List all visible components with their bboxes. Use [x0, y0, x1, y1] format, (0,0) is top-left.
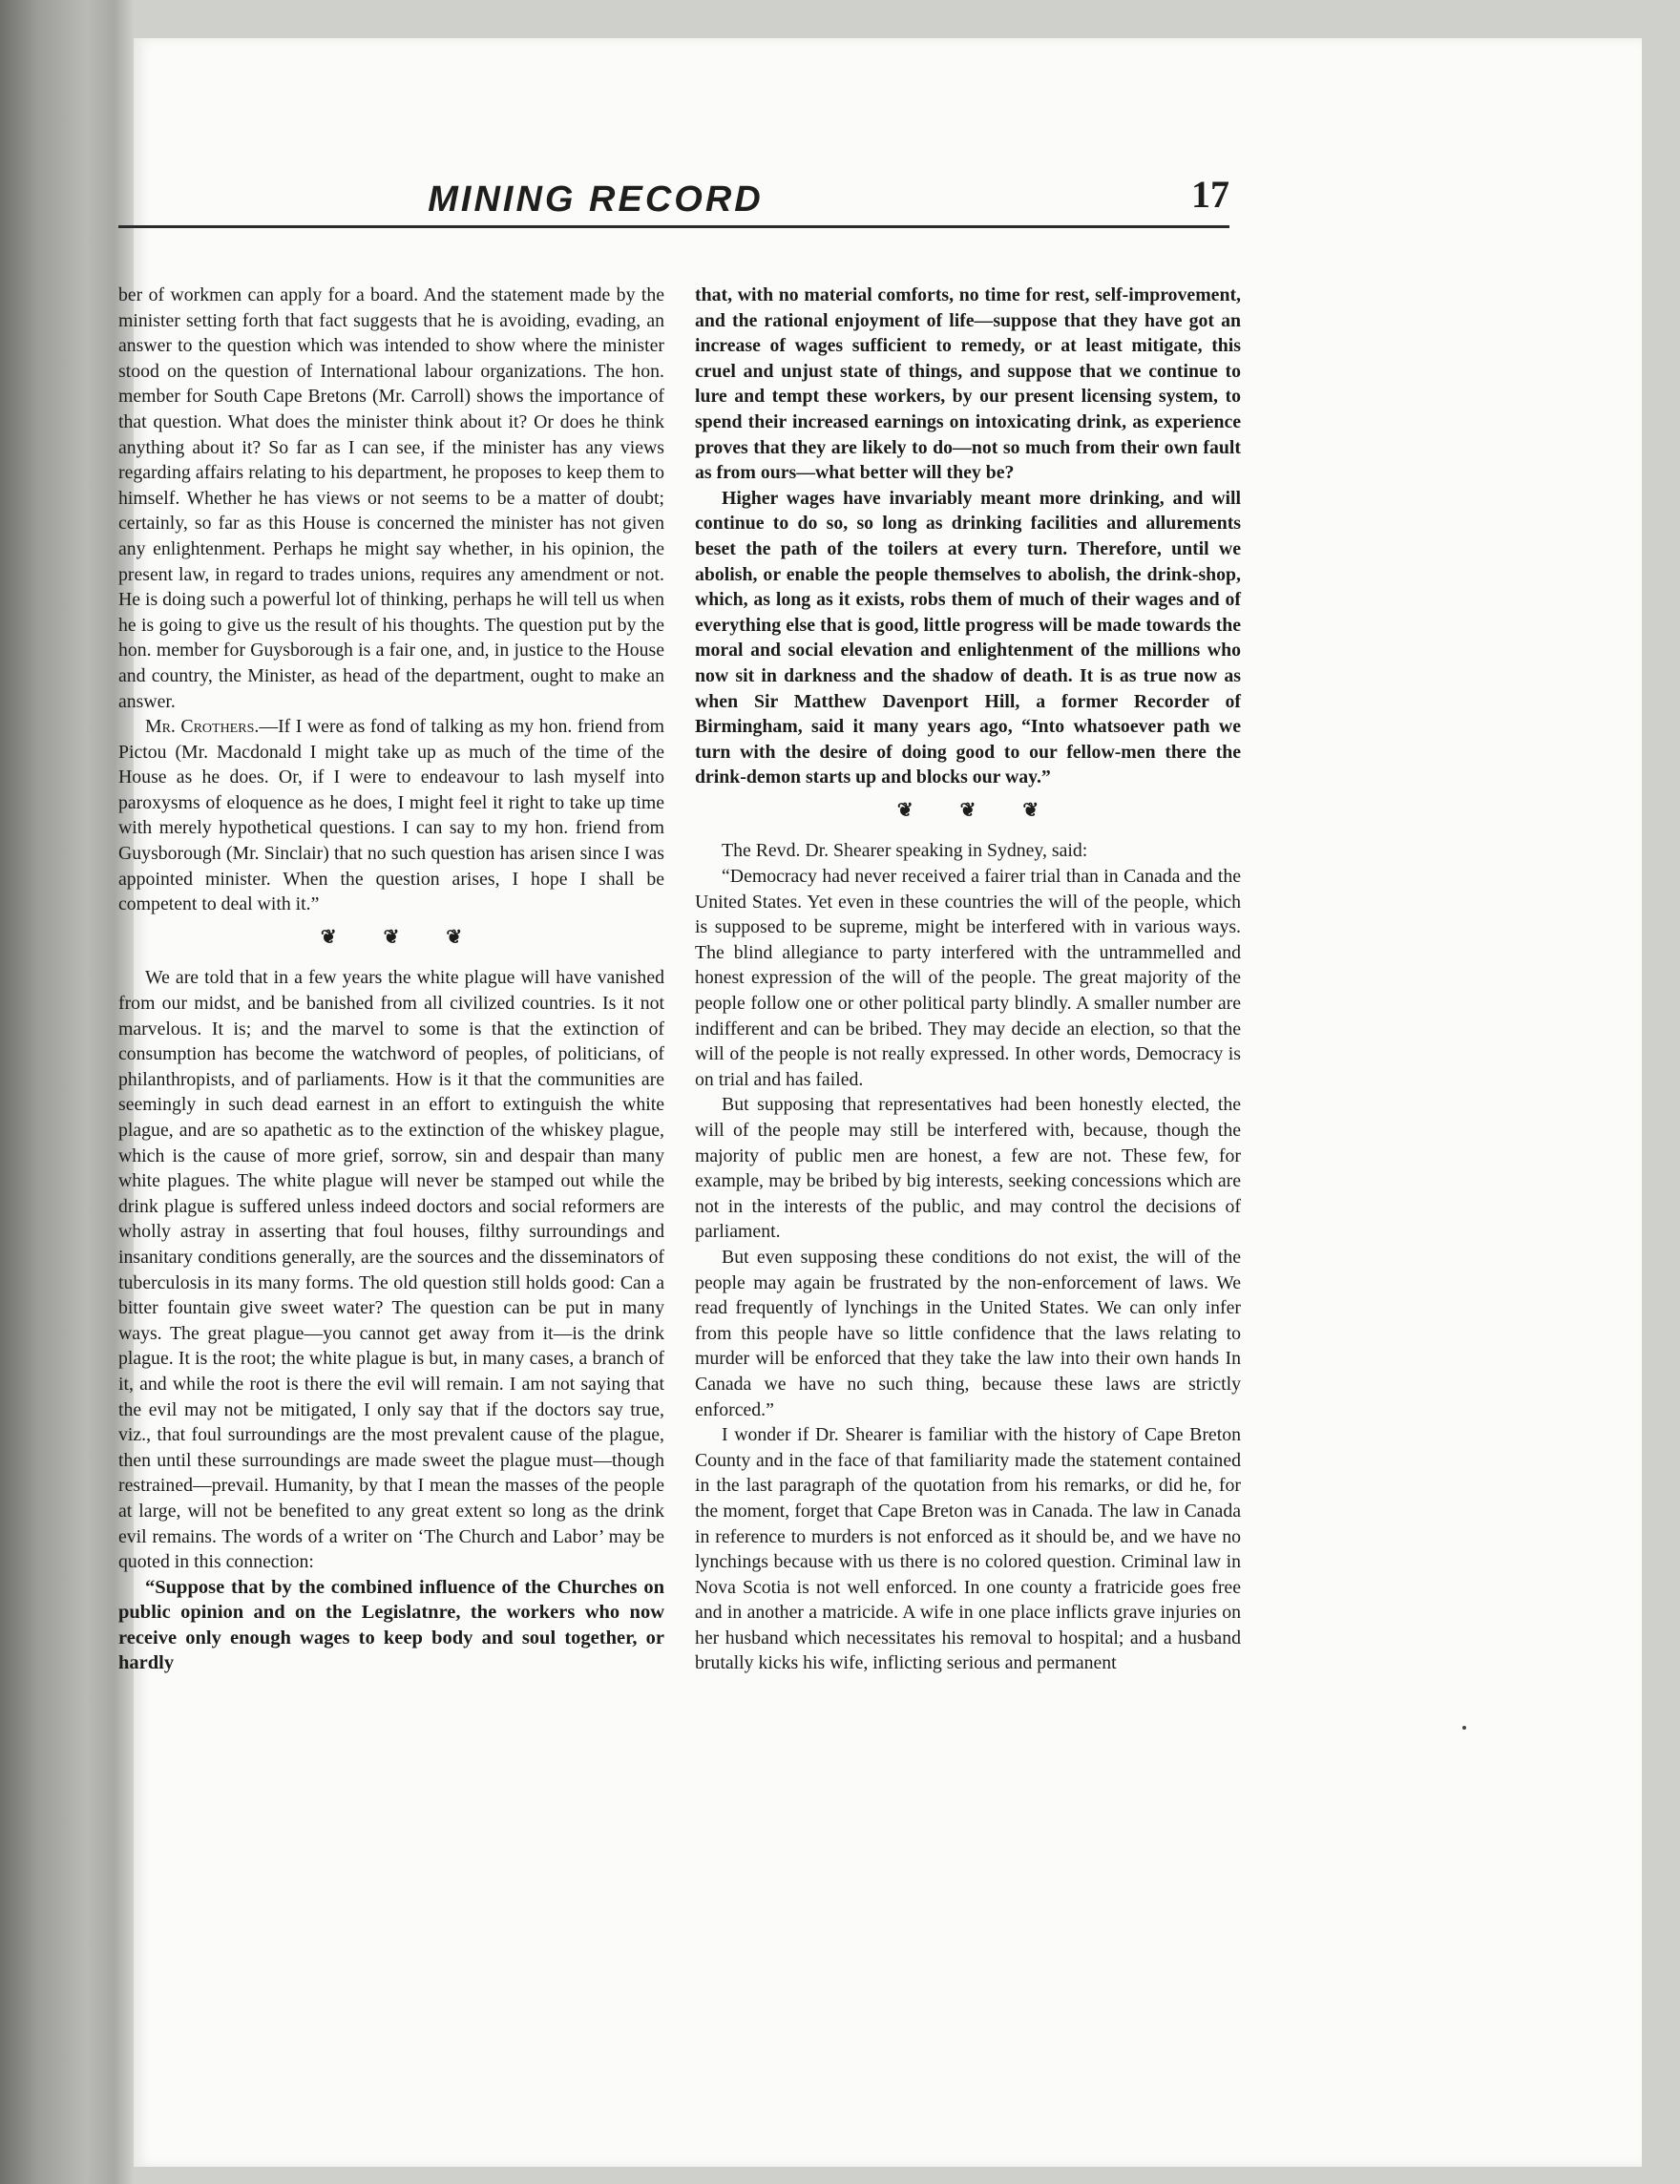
quoted-paragraph: that, with no material comforts, no time for rest, self-improvement, and the rational enjoyment of life—suppose that they have got an increase of wages sufficient to remedy, or at least mitigate, this cruel and unjust state of things, and suppose that we continue to lure and tempt these workers, by our present licensing system, to spend their increased earnings on intoxicating drink, as experience proves that they are likely to do—not so much from their own fault as from ours—what better will they be?	[695, 284, 1241, 484]
page-header	[118, 173, 1229, 265]
speaker-name: Mr. Crothers.	[145, 716, 260, 738]
paragraph	[118, 714, 664, 917]
paragraph: We are told that in a few years the white plague will have vanished from our midst, and be banished from all civilized countries. Is it not marvelous. It is; and the marvel to some is that the extinction of consumption has become the watchword of peoples, of politicians, of philanthropists, and of parliaments. How is it that the communities are seemingly in such dead earnest in an effort to extinguish the white plague, and are so apathetic as to the extinction of the whiskey plague, which is the cause of more grief, sorrow, sin and despair than many white plagues. The white plague will never be stamped out while the drink plague is suffered unless indeed doctors and social reformers are wholly astray in asserting that foul houses, filthy surroundings and insanitary conditions generally, are the sources and the disseminators of tuberculosis in its many forms. The old question still holds good: Can a bitter fountain give sweet water? The question can be put in many ways. The great plague—you cannot get away from it—is the drink plague. It is the root; the white plague is but, in many cases, a branch of it, and while the root is there the evil will remain. I am not saying that the evil may not be mitigated, I only say that if the doctors say true, viz., that foul surroundings are the most prevalent cause of the plague, then until these surroundings are made sweet the plague must—though restrained—prevail. Humanity, by that I mean the masses of the people at large, will not be benefited to any great extent so long as the drink evil remains. The words of a writer on ‘The Church and Labor’ may be quoted in this connection:	[118, 967, 664, 1573]
paragraph: “Democracy had never received a fairer trial than in Canada and the United States. Yet even in these countries the will of the people, which is supposed to be supreme, might be interfered with in various ways. The blind allegiance to party interfered with the untrammelled and honest expression of the will of the people. The great majority of the people follow one or other political party blindly. A smaller number are indifferent and can be bribed. They may decide an election, so that the will of the people is not really expressed. In other words, Democracy is on trial and has failed.	[695, 866, 1241, 1090]
quoted-paragraph: “Suppose that by the combined influence of the Churches on public opinion and on the Legislatnre, the workers who now receive only enough wages to keep body and soul together, or hardly	[118, 1576, 664, 1674]
paragraph: But even supposing these conditions do not exist, the will of the people may again be frustrated by the non-enforcement of laws. We read frequently of lynchings in the United States. We can only infer from this people have so little confidence that the laws relating to murder will be enforced that they take the law into their own hands In Canada we have no such thing, because these laws are strictly enforced.”	[695, 1246, 1241, 1420]
paragraph: ber of workmen can apply for a board. And the statement made by the minister setting forth that fact suggests that he is avoiding, evading, an answer to the question which was intended to show where the minister stood on the question of International labour organizations. The hon. member for South Cape Bretons (Mr. Carroll) shows the importance of that question. What does the minister think about it? Or does he think anything about it? So far as I can see, if the minister has any views regarding affairs relating to his department, he proposes to keep them to himself. Whether he has views or not seems to be a matter of doubt; certainly, so far as this House is concerned the minister has not given any enlightenment. Perhaps he might say whether, in his opinion, the present law, in regard to trades unions, requires any amendment or not. He is doing such a powerful lot of thinking, perhaps he will tell us when he is going to give us the result of his thoughts. The question put by the hon. member for Guysborough is a fair one, and, in justice to the House and country, the Minister, as head of the department, ought to make an answer.	[118, 284, 664, 712]
scan-speck	[1462, 1726, 1466, 1730]
running-title: MINING RECORD	[428, 179, 764, 220]
right-column	[695, 283, 1241, 1676]
paragraph: I wonder if Dr. Shearer is familiar with the history of Cape Breton County and in the face of that familiarity made the statement contained in the last paragraph of the quotation from his remarks, or did he, for the moment, forget that Cape Breton was in Canada. The law in Canada in reference to murders is not enforced as it should be, and we have no lynchings because with us there is no colored question. Criminal law in Nova Scotia is not well enforced. In one county a fratricide goes free and in another a matricide. A wife in one place inflicts grave injuries on her husband which necessitates his removal to hospital; and a husband brutally kicks his wife, inflicting serious and permanent	[695, 1424, 1241, 1674]
page-number: 17	[1191, 173, 1229, 216]
quoted-paragraph: Higher wages have invariably meant more drinking, and will continue to do so, so long as drinking facilities and allurements beset the path of the toilers at every turn. Therefore, until we abolish, or enable the people themselves to abolish, the drink-shop, which, as long as it exists, robs them of much of their wages and of everything else that is good, little progress will be made towards the moral and social elevation and enlightenment of the millions who now sit in darkness and the shadow of death. It is as true now as when Sir Matthew Davenport Hill, a former Recorder of Birmingham, said it many years ago, “Into whatsoever path we turn with the desire of doing good to our fellow-men there the drink-demon starts up and blocks our way.”	[695, 487, 1241, 788]
header-rule	[118, 225, 1229, 228]
speech-text: —If I were as fond of talking as my hon. friend from Pictou (Mr. Macdonald I might take up as much of the time of the House as he does. Or, if I were to endeavour to lash myself into paroxysms of eloquence as he does, I might feel it right to take up time with merely hypothetical questions. I can say to my hon. friend from Guysborough (Mr. Sinclair) that no such question has arisen since I was appointed minister. When the question arises, I hope I shall be competent to deal with it.”	[118, 716, 664, 915]
left-column	[118, 283, 664, 1676]
section-separator: ❦ ❦ ❦	[896, 799, 1060, 821]
paragraph: The Revd. Dr. Shearer speaking in Sydney, said:	[722, 840, 1088, 862]
paragraph: But supposing that representatives had been honestly elected, the will of the people may still be interfered with, because, though the majority of public men are honest, a few are not. These few, for example, may be bribed by big interests, seeking concessions which are not in the interests of the public, and may control the decisions of parliament.	[695, 1094, 1241, 1243]
section-separator: ❦ ❦ ❦	[320, 926, 484, 948]
